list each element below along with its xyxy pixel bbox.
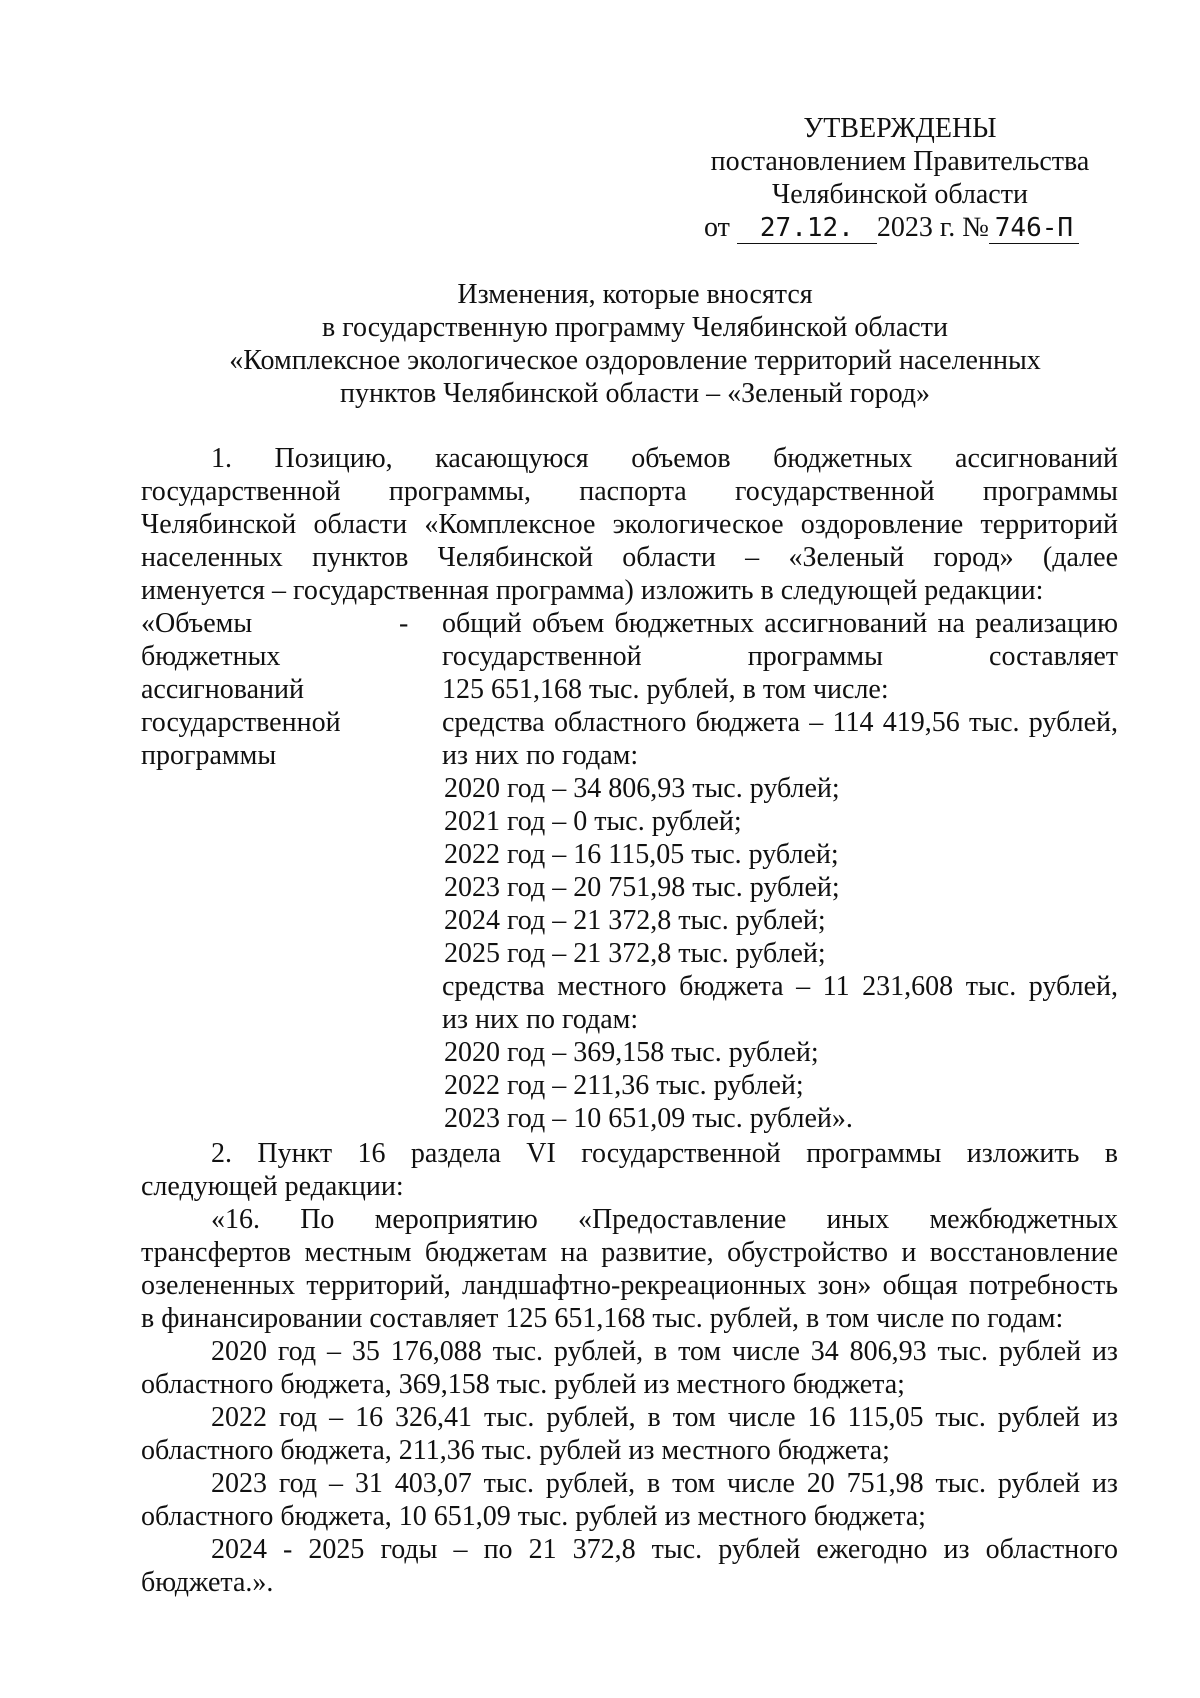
passport-value [442, 607, 1118, 1135]
passport-label [141, 607, 391, 772]
year-value-line: 2023 год – 10 651,09 тыс. рублей». [444, 1103, 853, 1134]
item-2-line-3: «16. По мероприятию «Предоставление иных межбюджетных [211, 1204, 1118, 1235]
title-line-3: «Комплексное экологическое оздоровление территорий населенных [229, 345, 1041, 376]
item-2-line-5: озелененных территорий, ландшафтно-рекреационных зон» общая потребность [141, 1270, 1118, 1301]
value-line: средства областного бюджета – 114 419,56 тыс. рублей, [442, 707, 1118, 738]
item-2-paragraph [141, 1137, 1118, 1599]
item-1-line-3: Челябинской области «Комплексное экологическое оздоровление территорий [141, 509, 1118, 540]
item-2-line-11: 2023 год – 31 403,07 тыс. рублей, в том числе 20 751,98 тыс. рублей из [211, 1468, 1118, 1499]
value-line: общий объем бюджетных ассигнований на реализацию [442, 608, 1118, 639]
title-line-1: Изменения, которые вносятся [457, 279, 813, 310]
item-1-line-5: именуется – государственная программа) изложить в следующей редакции: [141, 575, 1044, 606]
item-2-line-9: 2022 год – 16 326,41 тыс. рублей, в том числе 16 115,05 тыс. рублей из [211, 1402, 1118, 1433]
year-value-line: 2021 год – 0 тыс. рублей; [444, 806, 742, 837]
date-prefix: от [704, 212, 730, 243]
year-text: 2023 г. № [876, 212, 989, 243]
item-1-paragraph [141, 442, 1118, 607]
passport-label-line: «Объемы [141, 608, 253, 639]
item-2-line-6: в финансировании составляет 125 651,168 тыс. рублей, в том числе по годам: [141, 1303, 1064, 1334]
document-title [140, 278, 1130, 410]
year-value-line: 2024 год – 21 372,8 тыс. рублей; [444, 905, 826, 936]
title-line-4: пунктов Челябинской области – «Зеленый город» [339, 378, 931, 409]
value-line: из них по годам: [442, 1004, 639, 1035]
item-2-line-4: трансфертов местным бюджетам на развитие, обустройство и восстановление [141, 1237, 1118, 1268]
item-2-line-7: 2020 год – 35 176,088 тыс. рублей, в том числе 34 806,93 тыс. рублей из [211, 1336, 1118, 1367]
passport-label-line: программы [141, 740, 277, 771]
title-line-2: в государственную программу Челябинской области [322, 312, 948, 343]
year-value-line: 2020 год – 34 806,93 тыс. рублей; [444, 773, 840, 804]
passport-label-line: государственной [141, 707, 341, 738]
item-2-line-2: следующей редакции: [141, 1171, 404, 1202]
approval-heading: УТВЕРЖДЕНЫ [803, 113, 997, 144]
value-line: 125 651,168 тыс. рублей, в том числе: [442, 674, 889, 705]
passport-dash: - [399, 608, 409, 639]
value-line: из них по годам: [442, 740, 639, 771]
handwritten-number: 746-П [989, 213, 1079, 244]
approval-line-2: Челябинской области [772, 179, 1028, 210]
item-1-line-4: населенных пунктов Челябинской области – «Зеленый город» (далее [141, 542, 1118, 573]
item-2-line-1: 2. Пункт 16 раздела VI государственной программы изложить в [211, 1138, 1118, 1169]
value-line: государственной программы составляет [442, 641, 1118, 672]
approval-line-1: постановлением Правительства [710, 146, 1090, 177]
approval-date-line [690, 211, 1110, 244]
item-1-line-1: 1. Позицию, касающуюся объемов бюджетных ассигнований [211, 443, 1118, 474]
item-2-line-10: областного бюджета, 211,36 тыс. рублей из местного бюджета; [141, 1435, 890, 1466]
item-2-line-13: 2024 - 2025 годы – по 21 372,8 тыс. рублей ежегодно из областного [211, 1534, 1118, 1565]
handwritten-date: 27.12. [737, 213, 877, 244]
year-value-line: 2022 год – 16 115,05 тыс. рублей; [444, 839, 839, 870]
item-2-line-8: областного бюджета, 369,158 тыс. рублей из местного бюджета; [141, 1369, 905, 1400]
year-value-line: 2022 год – 211,36 тыс. рублей; [444, 1070, 804, 1101]
item-2-line-12: областного бюджета, 10 651,09 тыс. рублей из местного бюджета; [141, 1501, 926, 1532]
value-line: средства местного бюджета – 11 231,608 тыс. рублей, [442, 971, 1118, 1002]
year-value-line: 2020 год – 369,158 тыс. рублей; [444, 1037, 819, 1068]
item-2-line-14: бюджета.». [141, 1567, 274, 1598]
passport-label-line: бюджетных [141, 641, 281, 672]
passport-label-line: ассигнований [141, 674, 304, 705]
year-value-line: 2025 год – 21 372,8 тыс. рублей; [444, 938, 826, 969]
item-1-line-2: государственной программы, паспорта государственной программы [141, 476, 1118, 507]
year-value-line: 2023 год – 20 751,98 тыс. рублей; [444, 872, 840, 903]
approval-block [690, 112, 1110, 244]
